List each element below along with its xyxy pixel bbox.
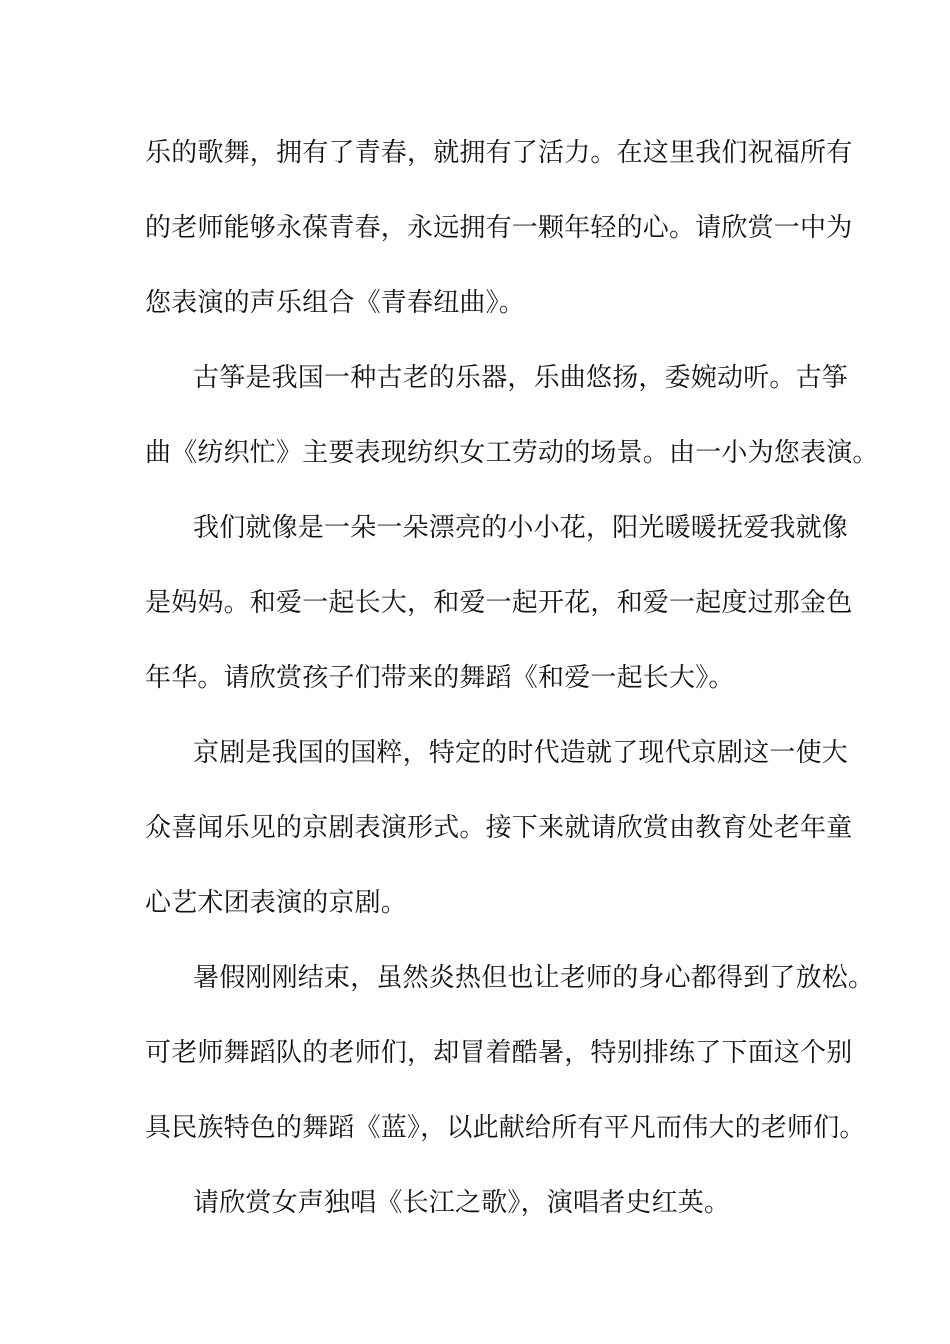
paragraph-first-line: 我们就像是一朵一朵漂亮的小小花，阳光暖暖抚爱我就像	[193, 513, 849, 543]
text-line: 具民族特色的舞蹈《蓝》，以此献给所有平凡而伟大的老师们。	[145, 1113, 866, 1143]
text-line: 年华。请欣赏孩子们带来的舞蹈《和爱一起长大》。	[145, 663, 735, 693]
paragraph-first-line: 古筝是我国一种古老的乐器，乐曲悠扬，委婉动听。古筝	[193, 363, 849, 393]
paragraph-first-line: 暑假刚刚结束，虽然炎热但也让老师的身心都得到了放松。	[193, 963, 875, 993]
text-line: 曲《纺织忙》主要表现纺织女工劳动的场景。由一小为您表演。	[145, 438, 879, 468]
paragraph-first-line: 京剧是我国的国粹，特定的时代造就了现代京剧这一使大	[193, 738, 849, 768]
text-line: 心艺术团表演的京剧。	[145, 888, 408, 918]
text-line: 乐的歌舞，拥有了青春，就拥有了活力。在这里我们祝福所有	[145, 138, 853, 168]
text-line: 的老师能够永葆青春，永远拥有一颗年轻的心。请欣赏一中为	[145, 213, 853, 243]
text-line: 可老师舞蹈队的老师们，却冒着酷暑，特别排练了下面这个别	[145, 1038, 853, 1068]
text-line: 众喜闻乐见的京剧表演形式。接下来就请欣赏由教育处老年童	[145, 813, 853, 843]
text-line: 您表演的声乐组合《青春纽曲》。	[145, 288, 526, 318]
text-line: 是妈妈。和爱一起长大，和爱一起开花，和爱一起度过那金色	[145, 588, 853, 618]
paragraph-first-line: 请欣赏女声独唱《长江之歌》，演唱者史红英。	[193, 1188, 731, 1218]
